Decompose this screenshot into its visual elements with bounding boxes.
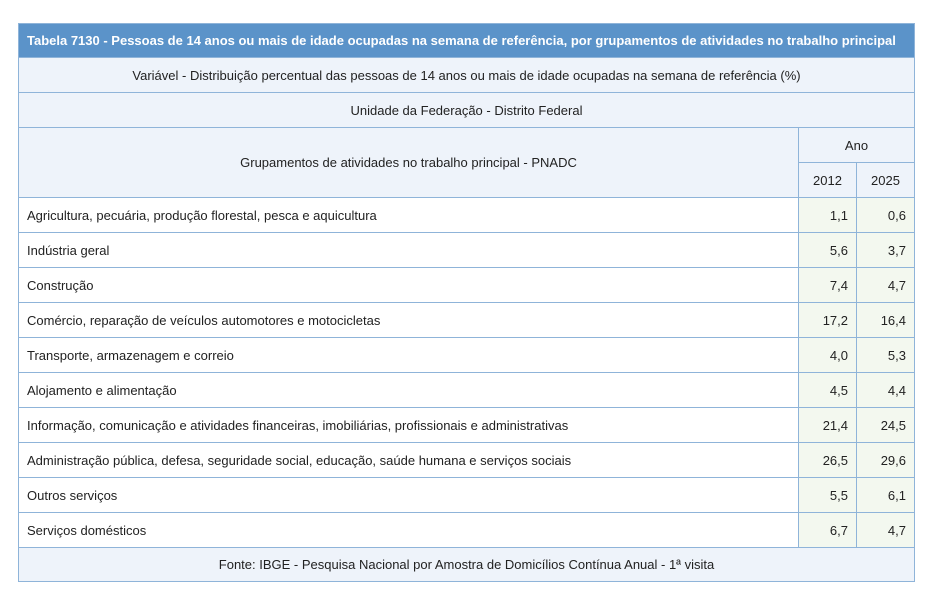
data-table-container — [18, 23, 914, 582]
row-label: Construção — [19, 268, 799, 303]
value-2012: 26,5 — [799, 443, 857, 478]
value-2025: 3,7 — [857, 233, 915, 268]
value-2025: 5,3 — [857, 338, 915, 373]
row-label: Informação, comunicação e atividades financeiras, imobiliárias, profissionais e administrativas — [19, 408, 799, 443]
row-label: Serviços domésticos — [19, 513, 799, 548]
row-label: Administração pública, defesa, seguridade social, educação, saúde humana e serviços sociais — [19, 443, 799, 478]
year-header: Ano — [799, 128, 915, 163]
table-row — [19, 303, 915, 338]
year-2025-header: 2025 — [857, 163, 915, 198]
value-2012: 7,4 — [799, 268, 857, 303]
table-row — [19, 513, 915, 548]
row-label: Outros serviços — [19, 478, 799, 513]
table-row — [19, 338, 915, 373]
value-2012: 6,7 — [799, 513, 857, 548]
row-label: Indústria geral — [19, 233, 799, 268]
table-row — [19, 478, 915, 513]
value-2025: 16,4 — [857, 303, 915, 338]
value-2012: 5,6 — [799, 233, 857, 268]
table-row — [19, 233, 915, 268]
source-footer: Fonte: IBGE - Pesquisa Nacional por Amostra de Domicílios Contínua Anual - 1ª visita — [19, 548, 915, 582]
value-2012: 5,5 — [799, 478, 857, 513]
value-2025: 6,1 — [857, 478, 915, 513]
value-2012: 21,4 — [799, 408, 857, 443]
value-2025: 0,6 — [857, 198, 915, 233]
value-2025: 4,7 — [857, 268, 915, 303]
table-row — [19, 443, 915, 478]
value-2025: 29,6 — [857, 443, 915, 478]
value-2012: 4,5 — [799, 373, 857, 408]
value-2025: 4,7 — [857, 513, 915, 548]
unit-header: Unidade da Federação - Distrito Federal — [19, 93, 915, 128]
table-row — [19, 198, 915, 233]
variable-header: Variável - Distribuição percentual das pessoas de 14 anos ou mais de idade ocupadas na semana de referência (%) — [19, 58, 915, 93]
row-label: Agricultura, pecuária, produção florestal, pesca e aquicultura — [19, 198, 799, 233]
value-2012: 17,2 — [799, 303, 857, 338]
value-2025: 24,5 — [857, 408, 915, 443]
value-2025: 4,4 — [857, 373, 915, 408]
table-row — [19, 408, 915, 443]
table-row — [19, 268, 915, 303]
row-label: Comércio, reparação de veículos automotores e motocicletas — [19, 303, 799, 338]
value-2012: 4,0 — [799, 338, 857, 373]
year-2012-header: 2012 — [799, 163, 857, 198]
row-header: Grupamentos de atividades no trabalho principal - PNADC — [19, 128, 799, 198]
row-label: Transporte, armazenagem e correio — [19, 338, 799, 373]
value-2012: 1,1 — [799, 198, 857, 233]
row-label: Alojamento e alimentação — [19, 373, 799, 408]
table-row — [19, 373, 915, 408]
data-table — [18, 23, 915, 582]
table-title: Tabela 7130 - Pessoas de 14 anos ou mais de idade ocupadas na semana de referência, por grupamentos de atividades no trabalho principal — [19, 24, 915, 58]
